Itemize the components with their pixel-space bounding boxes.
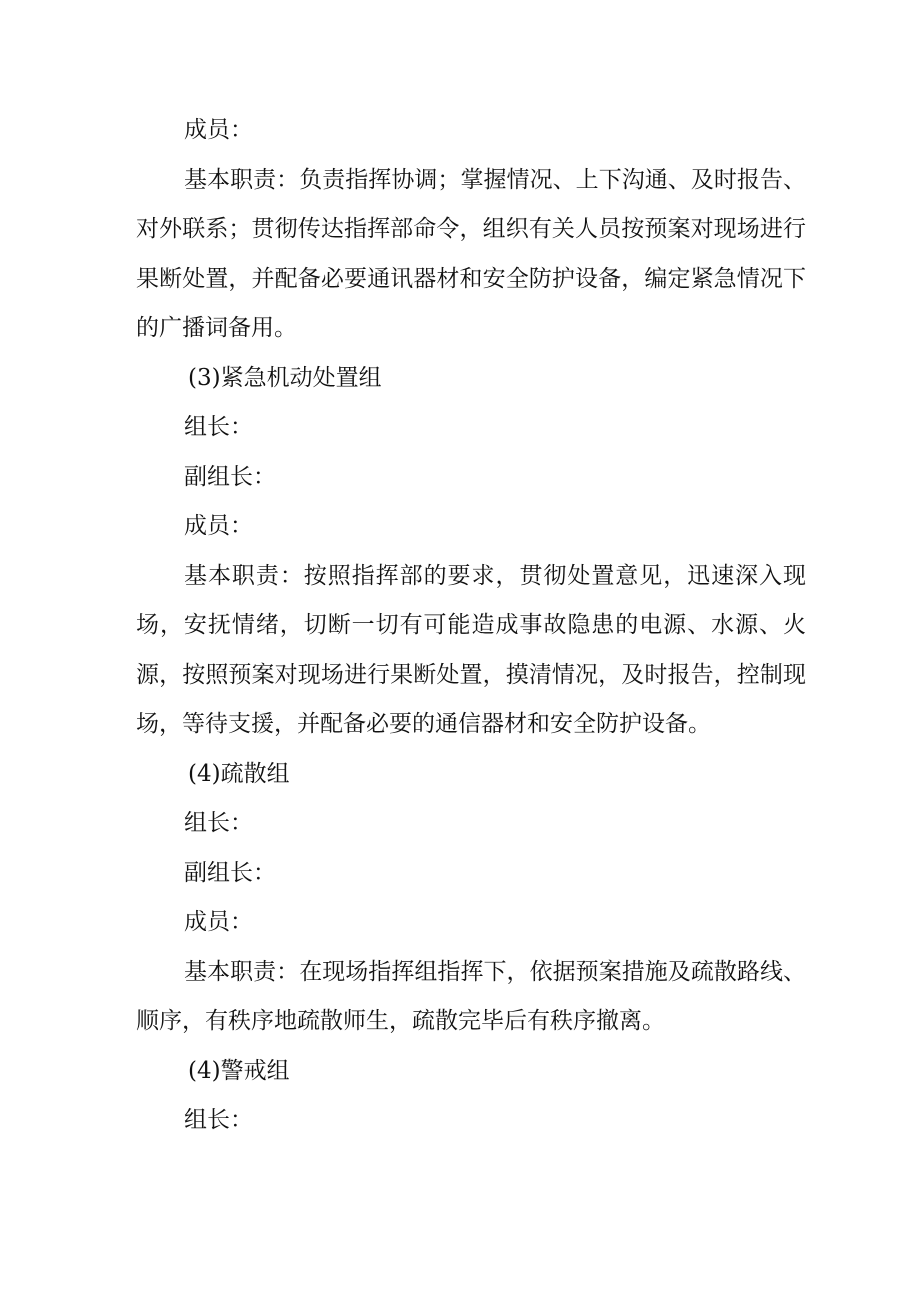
duty-paragraph: 基本职责：负责指挥协调；掌握情况、上下沟通、及时报告、对外联系；贯彻传达指挥部命令，组织有关人员按预案对现场进行果断处置，并配备必要通讯器材和安全防护设备，编定紧急情况下的广播词备用。: [136, 166, 806, 341]
section-heading-guard-team: (4)警戒组: [188, 1057, 290, 1084]
member-label: 成员：: [184, 513, 253, 539]
section-heading-emergency-team: (3)紧急机动处置组: [188, 364, 382, 391]
member-label: 成员：: [184, 909, 253, 935]
leader-label: 组长：: [184, 810, 253, 836]
section-heading-evacuation-team: (4)疏散组: [188, 760, 290, 787]
deputy-leader-label: 副组长：: [184, 859, 276, 886]
leader-label: 组长：: [184, 414, 253, 440]
duty-paragraph: 基本职责：按照指挥部的要求，贯彻处置意见，迅速深入现场，安抚情绪，切断一切有可能造成事故隐患的电源、水源、火源，按照预案对现场进行果断处置，摸清情况，及时报告，控制现场，等待支援，并配备必要的通信器材和安全防护设备。: [136, 562, 806, 737]
duty-paragraph: 基本职责：在现场指挥组指挥下，依据预案措施及疏散路线、顺序，有秩序地疏散师生，疏散完毕后有秩序撤离。: [136, 958, 806, 1034]
member-label: 成员：: [184, 117, 253, 143]
deputy-leader-label: 副组长：: [184, 463, 276, 490]
leader-label: 组长：: [184, 1107, 253, 1133]
document-body: [136, 106, 806, 1146]
